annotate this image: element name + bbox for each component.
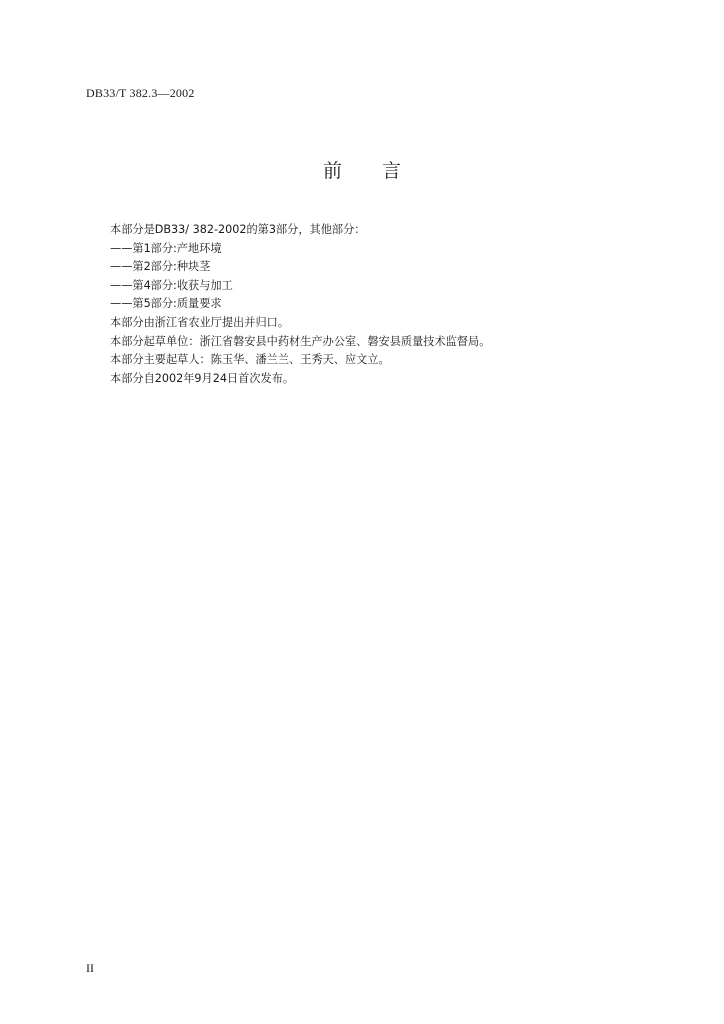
page-number: II	[86, 961, 94, 975]
foreword-line-proposer: 本部分由浙江省农业厅提出并归口。	[110, 315, 290, 329]
title-char-1: 前	[322, 160, 342, 182]
foreword-body	[110, 221, 670, 388]
foreword-line-drafters: 本部分主要起草人：陈玉华、潘兰兰、王秀天、应文立。	[110, 353, 390, 367]
foreword-line-release: 本部分自2002年9月24日首次发布。	[110, 371, 295, 385]
foreword-line-part-2: ——第2部分:种块茎	[110, 260, 211, 274]
foreword-line-part-5: ——第5部分:质量要求	[110, 297, 222, 311]
foreword-line-drafting-units: 本部分起草单位：浙江省磐安县中药材生产办公室、磐安县质量技术监督局。	[110, 334, 491, 348]
title-char-2: 言	[382, 160, 402, 182]
document-code: DB33/T 382.3—2002	[86, 86, 195, 100]
foreword-line-intro: 本部分是DB33/ 382-2002的第3部分，其他部分：	[110, 223, 366, 236]
foreword-line-part-4: ——第4部分:收获与加工	[110, 278, 233, 292]
foreword-line-part-1: ——第1部分:产地环境	[110, 241, 222, 255]
page-title	[0, 156, 724, 183]
